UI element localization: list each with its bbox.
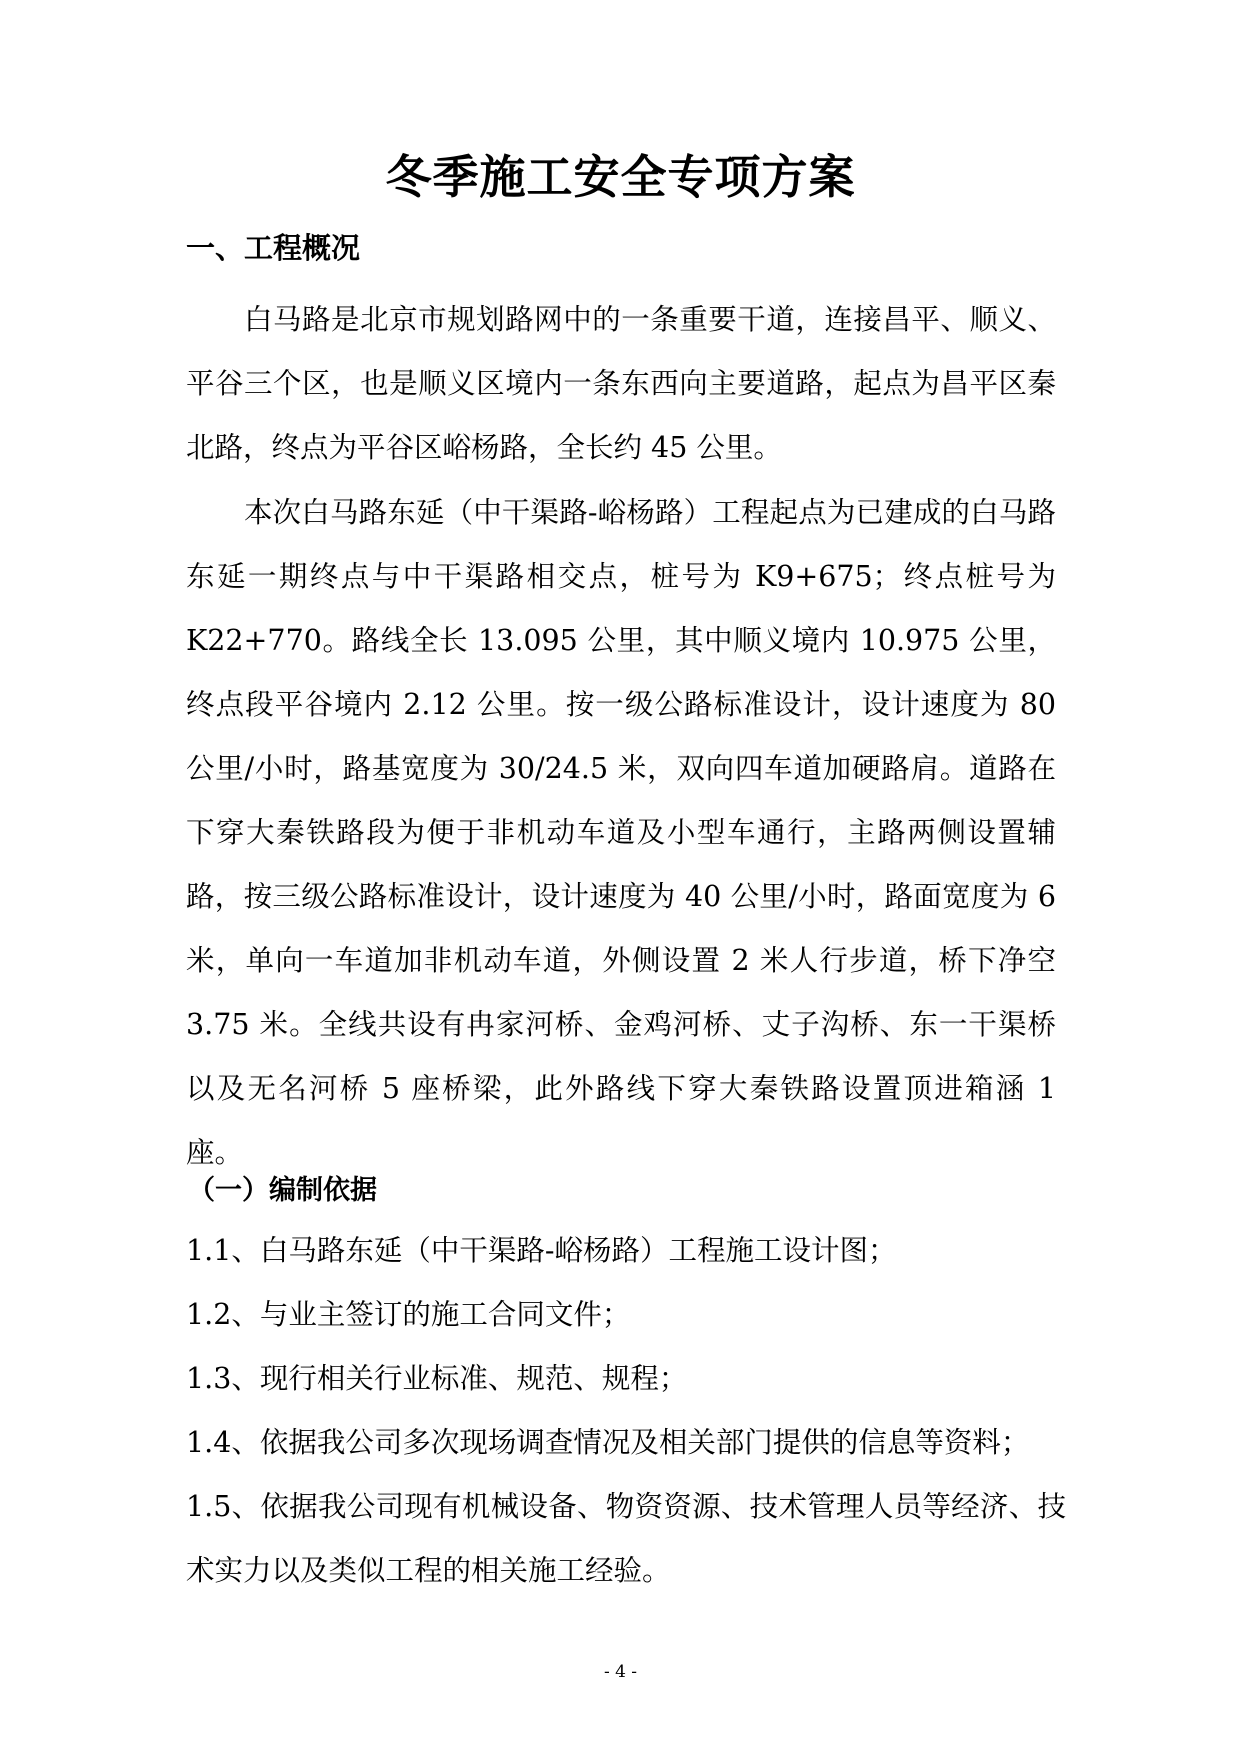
list-item: 1.4、依据我公司多次现场调查情况及相关部门提供的信息等资料； <box>186 1426 1030 1459</box>
section-heading-project-overview: 一、工程概况 <box>186 231 361 265</box>
document-title: 冬季施工安全专项方案 <box>385 150 856 204</box>
list-item: 1.2、与业主签订的施工合同文件； <box>186 1298 631 1331</box>
basis-list <box>186 1219 1066 1603</box>
subsection-heading-basis: （一）编制依据 <box>188 1175 377 1206</box>
paragraph-project-details: 本次白马路东延（中干渠路-峪杨路）工程起点为已建成的白马路东延一期终点与中干渠路相交点，桩号为 K9+675；终点桩号为 K22+770。路线全长 13.095 公里，其中顺义境内 10.975 公里，终点段平谷境内 2.12 公里。按一级公路标准设计，设计速度为 80 公里/小时，路基宽度为 30/24.5 米，双向四车道加硬路肩。道路在下穿大秦铁路段为便于非机动车道及小型车通行，主路两侧设置辅路，按三级公路标准设计，设计速度为 40 公里/小时，路面宽度为 6 米，单向一车道加非机动车道，外侧设置 2 米人行步道，桥下净空 3.75 米。全线共设有冉家河桥、金鸡河桥、丈子沟桥、东一干渠桥以及无名河桥 5 座桥梁，此外路线下穿大秦铁路设置顶进箱涵 1 座。 <box>186 496 1056 1169</box>
list-item: 1.5、依据我公司现有机械设备、物资资源、技术管理人员等经济、技术实力以及类似工程的相关施工经验。 <box>186 1490 1066 1587</box>
list-item: 1.3、现行相关行业标准、规范、规程； <box>186 1362 688 1395</box>
page-number: - 4 - <box>603 1662 638 1682</box>
list-item: 1.1、白马路东延（中干渠路-峪杨路）工程施工设计图； <box>186 1234 897 1267</box>
paragraph-road-overview: 白马路是北京市规划路网中的一条重要干道，连接昌平、顺义、平谷三个区，也是顺义区境内一条东西向主要道路，起点为昌平区秦北路，终点为平谷区峪杨路，全长约 45 公里。 <box>186 303 1056 464</box>
